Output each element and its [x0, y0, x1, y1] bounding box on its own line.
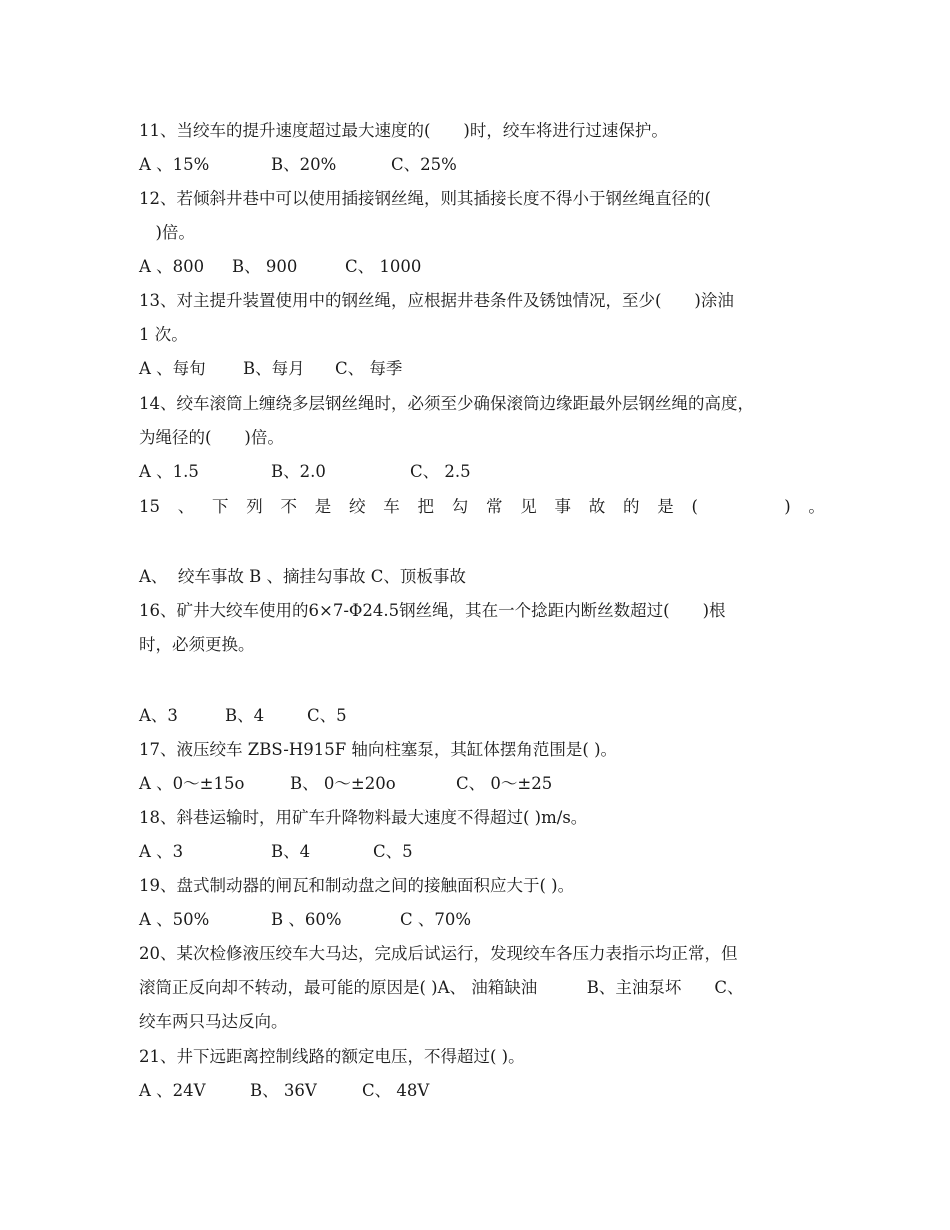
q15-char: 事 — [554, 497, 571, 516]
q15-char: 故 — [588, 497, 606, 516]
q15-char: 把 — [417, 497, 434, 516]
q15-char: 不 — [280, 497, 297, 516]
q15-char: 、 — [177, 497, 195, 516]
question-16-line-2: 时，必须更换。 — [139, 635, 255, 654]
question-14-line-2: 为绳径的( )倍。 — [139, 428, 284, 447]
question-16-line-1: 16、矿井大绞车使用的6×7-Φ24.5钢丝绳，其在一个捻距内断丝数超过( )根 — [139, 601, 726, 620]
q15-char — [750, 496, 767, 518]
question-17-option-b: B、 0～±20o — [290, 774, 396, 793]
question-13-option-b: B、每月 — [243, 359, 305, 378]
q15-char: 是 — [314, 497, 332, 516]
q15-char: 列 — [246, 497, 263, 516]
question-18-option-c: C、5 — [373, 842, 413, 861]
question-12-option-a: A 、800 — [139, 257, 205, 276]
question-12-option-c: C、 1000 — [345, 257, 422, 276]
q15-char: 见 — [520, 497, 537, 516]
question-20-line-3: 绞车两只马达反向。 — [139, 1012, 288, 1031]
question-11-line-1: 11、当绞车的提升速度超过最大速度的( )时，绞车将进行过速保护。 — [139, 121, 668, 140]
question-17-line-1: 17、液压绞车 ZBS-H915F 轴向柱塞泵，其缸体摆角范围是( )。 — [139, 740, 618, 759]
question-14-option-b: B、2.0 — [271, 462, 326, 481]
q15-char: ( — [691, 497, 698, 516]
q15-char: 车 — [383, 497, 400, 516]
q15-char — [716, 496, 733, 518]
question-20-line-1: 20、某次检修液压绞车大马达，完成后试运行，发现绞车各压力表指示均正常，但 — [139, 944, 738, 963]
question-19-option-c: C 、70% — [400, 910, 472, 929]
question-21-option-b: B、 36V — [250, 1081, 317, 1100]
q15-char: 下 — [212, 497, 229, 516]
question-13-option-c: C、 每季 — [335, 359, 403, 378]
question-11-option-c: C、25% — [391, 155, 457, 174]
question-21-line-1: 21、井下远距离控制线路的额定电压，不得超过( )。 — [139, 1047, 525, 1066]
q15-char: 常 — [486, 497, 503, 516]
question-14-option-a: A 、1.5 — [139, 462, 199, 481]
question-12-line-2: )倍。 — [139, 223, 195, 242]
question-18-option-a: A 、3 — [139, 842, 184, 861]
question-21-option-c: C、 48V — [362, 1081, 430, 1100]
question-17-option-c: C、 0～±25 — [456, 774, 553, 793]
question-19-option-b: B 、60% — [271, 910, 342, 929]
question-16-option-b: B、4 — [225, 706, 265, 725]
q15-char: 绞 — [349, 497, 366, 516]
question-11-option-a: A 、15% — [139, 155, 210, 174]
question-21-option-a: A 、24V — [139, 1081, 206, 1100]
question-16-option-c: C、5 — [307, 706, 347, 725]
q15-char: 的 — [623, 497, 640, 516]
question-12-line-1: 12、若倾斜井巷中可以使用插接钢丝绳，则其插接长度不得小于钢丝绳直径的( — [139, 189, 711, 208]
question-17-option-a: A 、0～±15o — [139, 774, 245, 793]
question-13-line-1: 13、对主提升装置使用中的钢丝绳，应根据井巷条件及锈蚀情况，至少( )涂油 — [139, 291, 734, 310]
q15-char: ) — [784, 497, 791, 516]
question-11-option-b: B、20% — [271, 155, 337, 174]
q15-char: 是 — [657, 497, 674, 516]
question-15-options: A、 绞车事故 B 、摘挂勾事故 C、顶板事故 — [139, 567, 466, 586]
q15-char: 。 — [808, 497, 825, 516]
question-19-option-a: A 、50% — [139, 910, 210, 929]
question-18-line-1: 18、斜巷运输时，用矿车升降物料最大速度不得超过( )m/s。 — [139, 808, 588, 827]
question-15-line — [139, 496, 825, 518]
question-14-line-1: 14、绞车滚筒上缠绕多层钢丝绳时，必须至少确保滚筒边缘距最外层钢丝绳的高度， — [139, 394, 754, 413]
question-16-option-a: A、3 — [139, 706, 178, 725]
question-20-line-2: 滚筒正反向却不转动，最可能的原因是( )A、 油箱缺油 B、主油泵坏 C、 — [139, 978, 744, 997]
question-19-line-1: 19、盘式制动器的闸瓦和制动盘之间的接触面积应大于( )。 — [139, 876, 575, 895]
question-13-option-a: A 、每旬 — [139, 359, 206, 378]
question-18-option-b: B、4 — [271, 842, 311, 861]
q15-char: 勾 — [451, 497, 469, 516]
q15-char: 15 — [139, 497, 160, 516]
question-13-line-2: 1 次。 — [139, 325, 188, 344]
question-14-option-c: C、 2.5 — [410, 462, 471, 481]
question-12-option-b: B、 900 — [232, 257, 298, 276]
